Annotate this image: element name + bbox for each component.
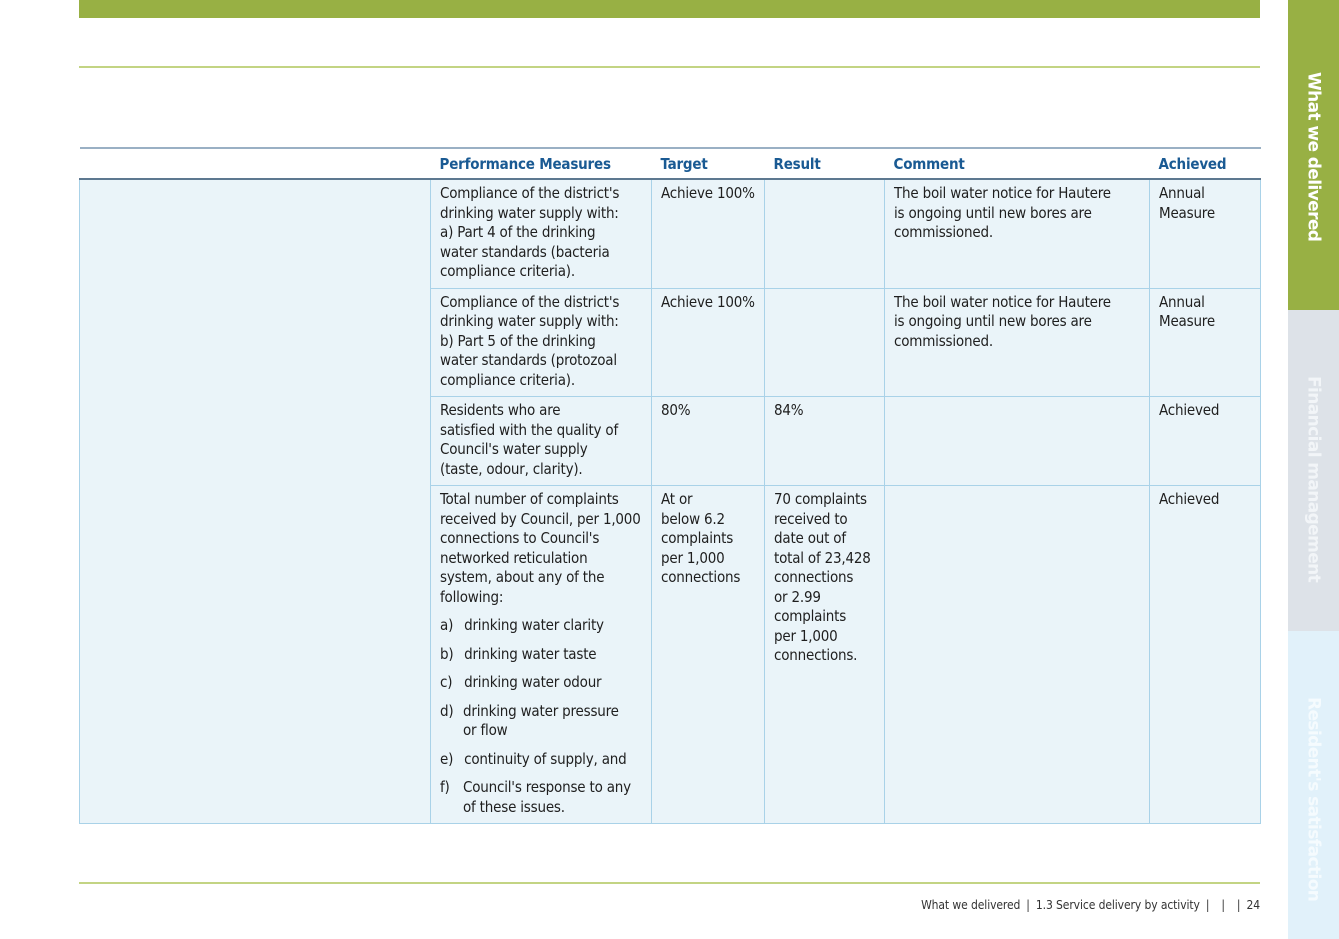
target-cell: 80% xyxy=(652,397,765,486)
footer-divider: | xyxy=(1236,898,1241,912)
achieved-line: Annual xyxy=(1159,184,1205,202)
activity-blank-cell xyxy=(80,179,431,824)
result-line: 70 complaints xyxy=(774,490,867,508)
sub-item-label: f) xyxy=(440,778,450,796)
achieved-line: Annual xyxy=(1159,292,1205,311)
performance-table-container xyxy=(79,147,1260,824)
sub-item-label: a) xyxy=(440,616,454,634)
tab-residents-satisfaction[interactable] xyxy=(1288,631,1339,939)
measure-line: networked reticulation xyxy=(440,548,588,567)
measure-line: following: xyxy=(440,587,504,606)
target-cell: Achieve 100% xyxy=(652,179,765,288)
measure-cell xyxy=(431,486,652,824)
sub-item-label: d) xyxy=(440,701,454,720)
target-cell: Achieve 100% xyxy=(652,288,765,397)
sub-item-b xyxy=(440,645,642,665)
measure-cell xyxy=(431,288,652,397)
side-tabs xyxy=(1288,0,1339,939)
measure-line: Compliance of the district's xyxy=(440,292,620,311)
sub-item-c xyxy=(440,673,642,693)
measure-line: Compliance of the district's xyxy=(440,184,620,202)
tab-what-we-delivered[interactable] xyxy=(1288,0,1339,310)
header-blank xyxy=(80,148,431,179)
sub-item-text: or flow xyxy=(463,721,508,739)
measure-cell xyxy=(431,179,652,288)
header-performance-measures: Performance Measures xyxy=(431,148,652,179)
footer-subsection: 1.3 Service delivery by activity xyxy=(1035,898,1200,912)
result-cell xyxy=(765,486,885,824)
achieved-cell xyxy=(1150,179,1261,288)
comment-line: commissioned. xyxy=(894,331,993,350)
sub-item-text: drinking water pressure xyxy=(463,701,619,720)
header-rule xyxy=(79,66,1260,68)
sub-item-d xyxy=(440,702,642,741)
comment-line: is ongoing until new bores are xyxy=(894,203,1092,222)
result-line: or 2.99 xyxy=(774,587,821,606)
result-line: complaints xyxy=(774,607,847,625)
sub-item-label: b) xyxy=(440,644,454,663)
sub-item-a xyxy=(440,616,642,636)
result-line: connections. xyxy=(774,646,858,664)
page-number: 24 xyxy=(1246,898,1260,912)
achieved-cell: Achieved xyxy=(1150,486,1261,824)
tab-label: Resident's satisfaction xyxy=(1303,697,1324,902)
result-cell: 84% xyxy=(765,397,885,486)
sub-item-text: continuity of supply, and xyxy=(464,749,627,768)
footer-divider: | xyxy=(1026,898,1030,912)
measure-line: connections to Council's xyxy=(440,529,600,547)
measure-line: compliance criteria). xyxy=(440,262,575,280)
achieved-line: Measure xyxy=(1159,203,1215,222)
measure-line: water standards (bacteria xyxy=(440,242,610,261)
measure-line: Total number of complaints xyxy=(440,490,619,508)
measure-line: drinking water supply with: xyxy=(440,203,619,222)
result-cell xyxy=(765,288,885,397)
comment-line: is ongoing until new bores are xyxy=(894,312,1092,330)
comment-cell xyxy=(885,288,1150,397)
target-line: per 1,000 xyxy=(661,548,725,567)
comment-cell xyxy=(885,486,1150,824)
header-result: Result xyxy=(765,148,885,179)
sub-item-label: e) xyxy=(440,749,454,768)
measure-line: drinking water supply with: xyxy=(440,312,619,330)
table-row xyxy=(80,179,1261,288)
measure-line: satisfied with the quality of xyxy=(440,420,619,439)
result-line: received to xyxy=(774,509,848,528)
sub-item-f xyxy=(440,778,642,817)
comment-cell xyxy=(885,397,1150,486)
comment-cell xyxy=(885,179,1150,288)
measure-line: (taste, odour, clarity). xyxy=(440,459,583,478)
page-footer xyxy=(921,898,1260,912)
measure-line: a) Part 4 of the drinking xyxy=(440,223,596,241)
target-line: complaints xyxy=(661,529,734,547)
header-target: Target xyxy=(652,148,765,179)
footer-divider: | xyxy=(1221,898,1225,912)
achieved-cell xyxy=(1150,288,1261,397)
footer-rule xyxy=(79,882,1260,884)
comment-line: commissioned. xyxy=(894,223,993,241)
target-line: At or xyxy=(661,490,693,508)
target-cell xyxy=(652,486,765,824)
comment-line: The boil water notice for Hautere xyxy=(894,292,1111,311)
sub-item-text: Council's response to any xyxy=(463,778,631,796)
table-header-row xyxy=(80,148,1261,179)
sub-item-text: drinking water odour xyxy=(464,673,602,691)
measure-line: b) Part 5 of the drinking xyxy=(440,331,596,350)
measure-line: water standards (protozoal xyxy=(440,351,617,369)
measure-cell xyxy=(431,397,652,486)
footer-section: What we delivered xyxy=(921,898,1021,912)
measure-line: compliance criteria). xyxy=(440,370,575,389)
sub-item-text: drinking water clarity xyxy=(464,616,604,634)
result-line: total of 23,428 xyxy=(774,548,871,567)
sub-item-label: c) xyxy=(440,673,453,691)
measure-line: Council's water supply xyxy=(440,440,588,458)
sub-item-e xyxy=(440,750,642,770)
comment-line: The boil water notice for Hautere xyxy=(894,184,1111,202)
result-cell xyxy=(765,179,885,288)
header-achieved: Achieved xyxy=(1150,148,1261,179)
achieved-cell: Achieved xyxy=(1150,397,1261,486)
result-line: connections xyxy=(774,568,854,586)
measure-line: Residents who are xyxy=(440,401,561,419)
achieved-line: Measure xyxy=(1159,312,1215,330)
header-comment: Comment xyxy=(885,148,1150,179)
measure-line: received by Council, per 1,000 xyxy=(440,509,641,528)
result-line: date out of xyxy=(774,529,846,547)
top-accent-bar xyxy=(79,0,1260,18)
sub-item-text: of these issues. xyxy=(463,797,565,816)
target-line: connections xyxy=(661,568,741,586)
tab-label: Financial management xyxy=(1303,376,1324,583)
performance-table xyxy=(79,147,1261,824)
tab-financial-management[interactable] xyxy=(1288,310,1339,631)
tab-label: What we delivered xyxy=(1303,72,1324,242)
result-line: per 1,000 xyxy=(774,626,838,645)
target-line: below 6.2 xyxy=(661,509,725,528)
sub-item-text: drinking water taste xyxy=(464,644,597,663)
measure-line: system, about any of the xyxy=(440,568,605,586)
footer-divider: | xyxy=(1205,898,1210,912)
